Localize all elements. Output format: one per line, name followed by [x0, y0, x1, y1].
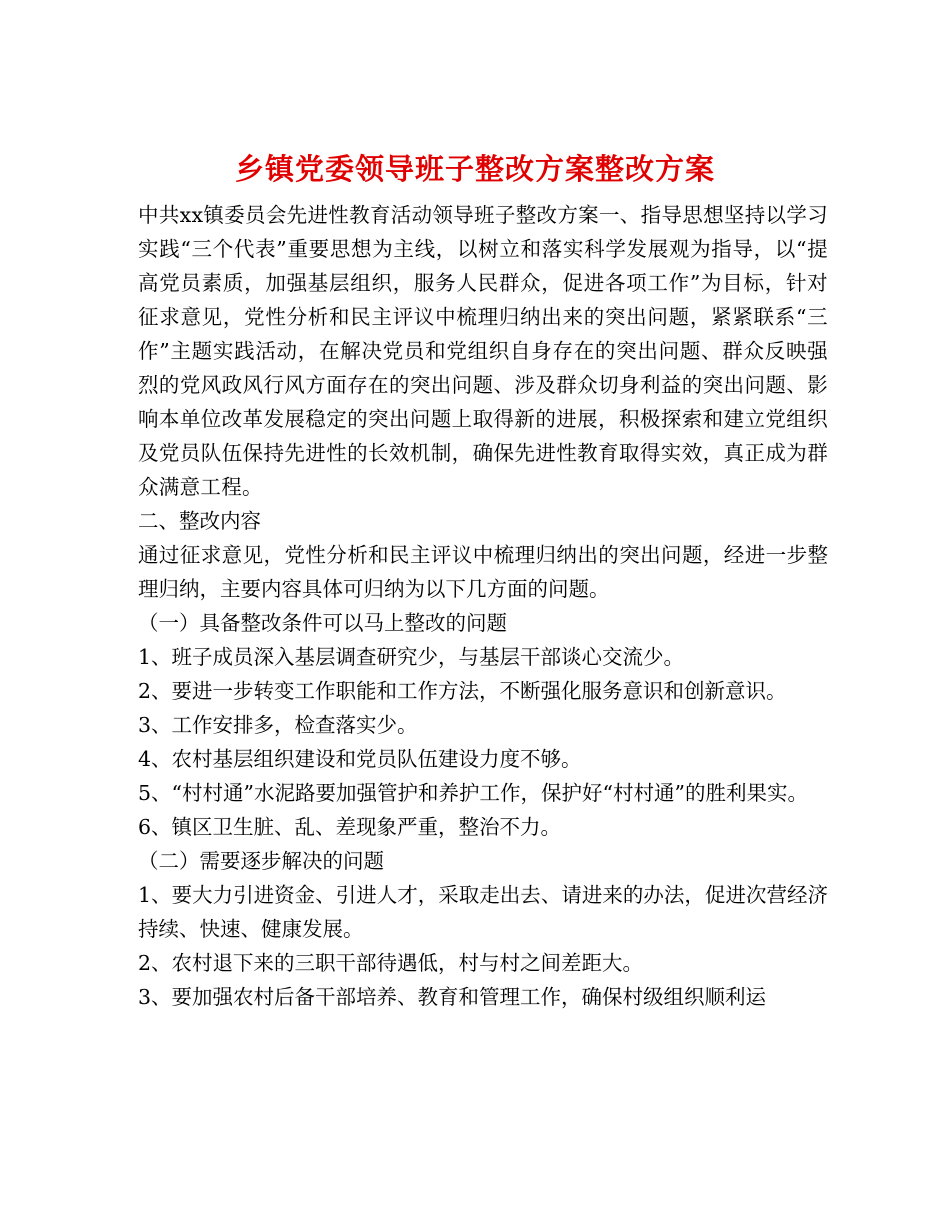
subsection-heading-immediate-issues: （一）具备整改条件可以马上整改的问题: [138, 611, 507, 635]
list-item: 6、镇区卫生脏、乱、差现象严重，整治不力。: [138, 815, 562, 839]
list-item: 5、“村村通”水泥路要加强管护和养护工作，保护好“村村通”的胜利果实。: [138, 781, 808, 805]
list-item: 3、工作安排多，检查落实少。: [138, 713, 418, 737]
list-item: 2、要进一步转变工作职能和工作方法，不断强化服务意识和创新意识。: [138, 679, 787, 703]
paragraph-summary: 通过征求意见，党性分析和民主评议中梳理归纳出的突出问题，经进一步整理归纳，主要内容具体可归纳为以下几方面的问题。: [138, 543, 828, 601]
list-item: 4、农村基层组织建设和党员队伍建设力度不够。: [138, 747, 582, 771]
document-title: 乡镇党委领导班子整改方案整改方案: [234, 152, 715, 187]
list-item: 1、班子成员深入基层调查研究少，与基层干部谈心交流少。: [138, 645, 685, 669]
list-item: 2、农村退下来的三职干部待遇低，村与村之间差距大。: [138, 951, 644, 975]
document-body: [138, 198, 828, 1014]
section-heading-rectification-content: 二、整改内容: [138, 509, 261, 533]
subsection-heading-gradual-issues: （二）需要逐步解决的问题: [138, 849, 384, 873]
list-item: 3、要加强农村后备干部培养、教育和管理工作，确保村级组织顺利运: [138, 985, 767, 1009]
list-item: 1、要大力引进资金、引进人才，采取走出去、请进来的办法，促进次营经济持续、快速、健康发展。: [138, 883, 828, 941]
paragraph-guiding-ideology: 中共xx镇委员会先进性教育活动领导班子整改方案一、指导思想坚持以学习实践“三个代表”重要思想为主线，以树立和落实科学发展观为指导，以“提高党员素质，加强基层组织，服务人民群众，促进各项工作”为目标，针对征求意见，党性分析和民主评议中梳理归纳出来的突出问题，紧紧联系“三作”主题实践活动，在解决党员和党组织自身存在的突出问题、群众反映强烈的党风政风行风方面存在的突出问题、涉及群众切身利益的突出问题、影响本单位改革发展稳定的突出问题上取得新的进展，积极探索和建立党组织及党员队伍保持先进性的长效机制，确保先进性教育取得实效，真正成为群众满意工程。: [138, 203, 828, 499]
